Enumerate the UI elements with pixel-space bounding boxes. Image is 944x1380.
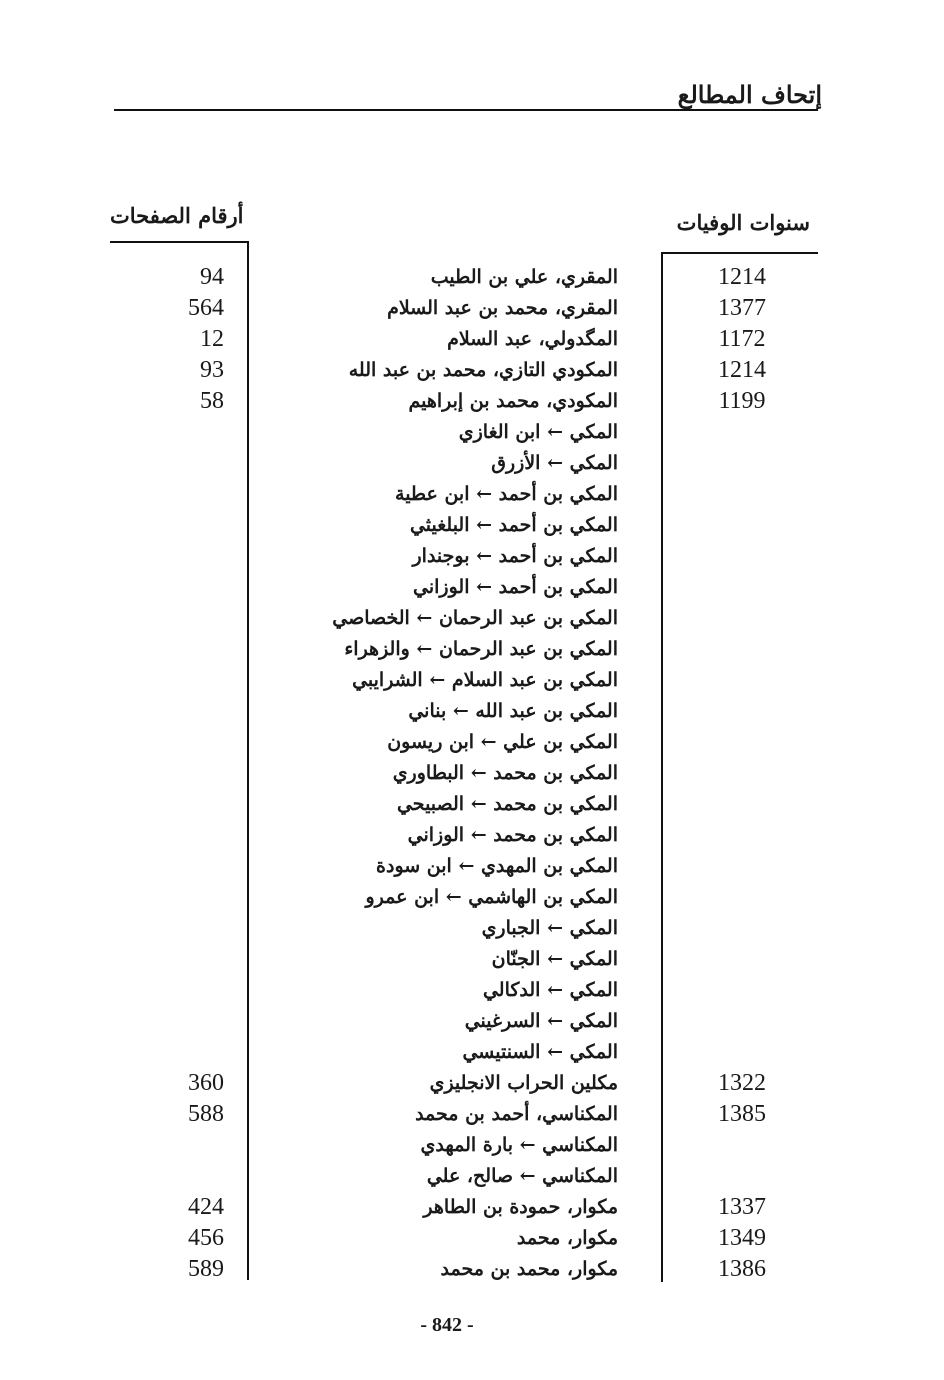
person-name: المكناسي ← بارة المهدي	[420, 1134, 618, 1156]
death-year: 1349	[718, 1225, 766, 1251]
page-ref: 12	[200, 326, 224, 352]
person-name: مكلين الحراب الانجليزي	[429, 1072, 618, 1094]
index-entry	[0, 634, 944, 665]
person-name: المكي بن محمد ← الصبيحي	[396, 793, 618, 815]
index-entry	[0, 1223, 944, 1254]
index-entry	[0, 1130, 944, 1161]
index-entry	[0, 913, 944, 944]
death-year: 1322	[718, 1070, 766, 1096]
person-name: المكي ← الجباري	[481, 917, 618, 939]
person-name: المكي بن علي ← ابن ريسون	[387, 731, 618, 753]
pages-column-heading: أرقام الصفحات	[110, 203, 244, 228]
index-entry	[0, 572, 944, 603]
person-name: المكناسي، أحمد بن محمد	[415, 1103, 618, 1125]
person-name: مكوار، محمد	[516, 1227, 618, 1249]
person-name: المكي ← الأزرق	[491, 452, 618, 474]
person-name: المكودي التازي، محمد بن عبد الله	[348, 359, 618, 381]
person-name: المكي بن المهدي ← ابن سودة	[376, 855, 618, 877]
person-name: المكي بن عبد الله ← بناني	[408, 700, 618, 722]
page-ref: 588	[188, 1101, 224, 1127]
person-name: المكي بن أحمد ← الوزاني	[413, 576, 618, 598]
person-name: المكي بن أحمد ← بوجندار	[412, 545, 618, 567]
index-entry	[0, 1068, 944, 1099]
index-entry	[0, 479, 944, 510]
person-name: المكي ← الدكالي	[482, 979, 618, 1001]
index-entry	[0, 293, 944, 324]
death-year: 1337	[718, 1194, 766, 1220]
index-entry	[0, 882, 944, 913]
index-entry	[0, 758, 944, 789]
index-entry	[0, 1254, 944, 1285]
page-ref: 58	[200, 388, 224, 414]
index-entry	[0, 1161, 944, 1192]
index-entry	[0, 386, 944, 417]
index-entry	[0, 727, 944, 758]
person-name: المكي ← الجنّان	[491, 948, 618, 970]
pages-column-rule	[110, 241, 248, 243]
person-name: المكناسي ← صالح، علي	[426, 1165, 618, 1187]
death-year: 1172	[718, 326, 766, 352]
index-entry	[0, 851, 944, 882]
death-year: 1214	[718, 264, 766, 290]
person-name: المكي بن عبد الرحمان ← الخصاصي	[332, 607, 618, 629]
death-year: 1385	[718, 1101, 766, 1127]
person-name: المكي ← السنتيسي	[462, 1041, 618, 1063]
person-name: المكي بن محمد ← البطاوري	[392, 762, 618, 784]
page-number: - 842 -	[420, 1314, 474, 1336]
index-entry	[0, 975, 944, 1006]
index-entry	[0, 324, 944, 355]
index-entry	[0, 1037, 944, 1068]
index-entry	[0, 820, 944, 851]
person-name: المكي بن الهاشمي ← ابن عمرو	[365, 886, 618, 908]
person-name: المكي بن عبد الرحمان ← والزهراء	[344, 638, 618, 660]
index-entry	[0, 510, 944, 541]
page-ref: 564	[188, 295, 224, 321]
person-name: المكي بن أحمد ← ابن عطية	[395, 483, 618, 505]
header-rule	[114, 109, 818, 111]
person-name: مكوار، محمد بن محمد	[440, 1258, 618, 1280]
death-year: 1386	[718, 1256, 766, 1282]
person-name: المقري، محمد بن عبد السلام	[387, 297, 618, 319]
person-name: المكي ← السرغيني	[464, 1010, 618, 1032]
index-entry	[0, 448, 944, 479]
page-ref: 93	[200, 357, 224, 383]
index-entry	[0, 1006, 944, 1037]
index-entry	[0, 603, 944, 634]
person-name: المكي بن عبد السلام ← الشرايبي	[352, 669, 618, 691]
page-ref: 360	[188, 1070, 224, 1096]
page-ref: 94	[200, 264, 224, 290]
person-name: المكي بن محمد ← الوزاني	[407, 824, 618, 846]
index-entry	[0, 1099, 944, 1130]
index-entry	[0, 665, 944, 696]
index-entry	[0, 789, 944, 820]
years-column-rule	[662, 252, 818, 254]
index-entry	[0, 262, 944, 293]
person-name: المكودي، محمد بن إبراهيم	[408, 390, 618, 412]
index-entry	[0, 696, 944, 727]
index-entry	[0, 541, 944, 572]
person-name: مكوار، حمودة بن الطاهر	[423, 1196, 618, 1218]
person-name: المقري، علي بن الطيب	[430, 266, 618, 288]
page-ref: 589	[188, 1256, 224, 1282]
years-column-heading: سنوات الوفيات	[676, 210, 810, 235]
person-name: المكي ← ابن الغازي	[458, 421, 618, 443]
page-ref: 424	[188, 1194, 224, 1220]
index-entry	[0, 944, 944, 975]
person-name: المكي بن أحمد ← البلغيثي	[409, 514, 618, 536]
running-title: إتحاف المطالع	[677, 80, 822, 109]
death-year: 1377	[718, 295, 766, 321]
death-year: 1199	[718, 388, 766, 414]
index-entry	[0, 355, 944, 386]
index-entry	[0, 1192, 944, 1223]
death-year: 1214	[718, 357, 766, 383]
person-name: المگدولي، عبد السلام	[447, 328, 618, 350]
page-ref: 456	[188, 1225, 224, 1251]
index-entry	[0, 417, 944, 448]
